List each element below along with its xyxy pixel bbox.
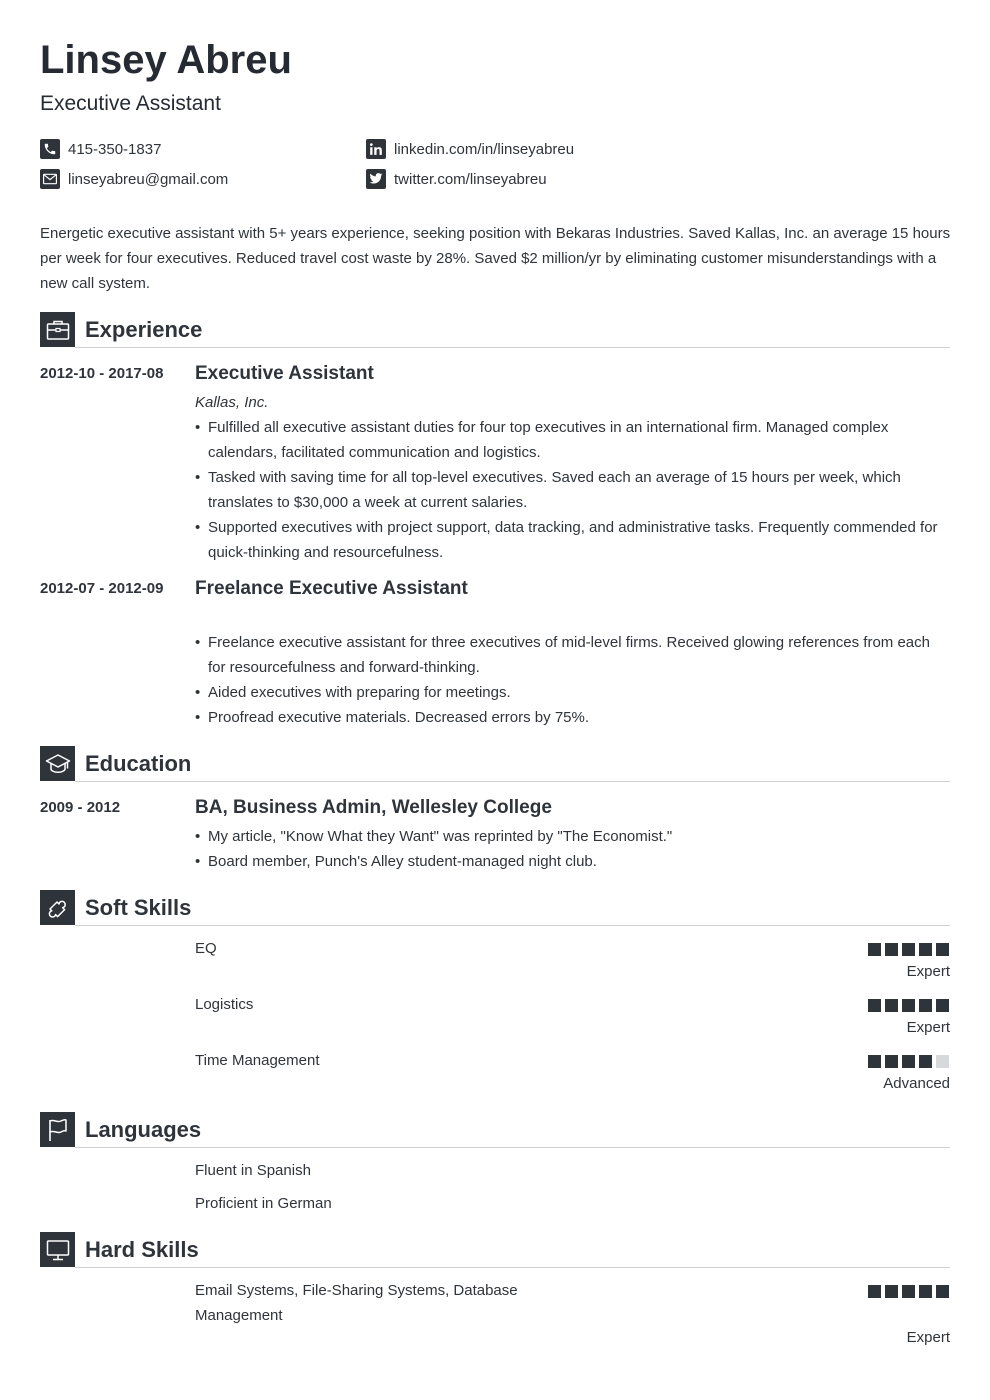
contact-phone[interactable]	[40, 139, 161, 159]
list-item: • Proofread executive materials. Decreased errors by 75%.	[195, 705, 945, 730]
rating-square-filled	[902, 943, 915, 956]
contact-email-text: linseyabreu@gmail.com	[68, 170, 229, 188]
hard-skill-1-name-line2: Management	[195, 1307, 283, 1324]
section-divider	[75, 1267, 950, 1268]
rating-square-filled	[902, 1285, 915, 1298]
section-soft-skills	[40, 890, 950, 926]
job-1-title: Executive Assistant	[195, 363, 374, 384]
section-languages	[40, 1112, 950, 1148]
rating-square-filled	[885, 1285, 898, 1298]
rating-square-filled	[919, 999, 932, 1012]
candidate-name: Linsey Abreu	[40, 38, 292, 82]
job-1-bullets	[195, 415, 945, 565]
soft-skill-1-level: Expert	[906, 963, 950, 980]
list-item: • My article, "Know What they Want" was reprinted by "The Economist."	[195, 824, 945, 849]
section-divider	[75, 1147, 950, 1148]
rating-square-filled	[936, 999, 949, 1012]
section-divider	[75, 347, 950, 348]
section-title-education: Education	[85, 751, 192, 776]
contact-twitter-text: twitter.com/linseyabreu	[394, 170, 547, 188]
section-experience	[40, 312, 950, 348]
job-2-bullets	[195, 630, 945, 730]
linkedin-icon	[366, 139, 386, 159]
rating-square-filled	[936, 1285, 949, 1298]
soft-skill-2-name: Logistics	[195, 996, 254, 1013]
section-title-soft-skills: Soft Skills	[85, 895, 192, 920]
summary-paragraph: Energetic executive assistant with 5+ years experience, seeking position with Bekaras Industries. Saved Kallas, Inc. an average 15 hours per week for four executives. Reduced travel cost waste by 28%. Saved $2 million/yr by eliminating customer misunderstandings with a new call system.	[40, 225, 951, 292]
section-title-experience: Experience	[85, 317, 203, 342]
rating-square-filled	[868, 999, 881, 1012]
list-item: • Tasked with saving time for all top-level executives. Saved each an average of 15 hours per week, which translates to $30,000 a week at current salaries.	[195, 465, 945, 515]
rating-square-filled	[919, 1285, 932, 1298]
section-title-languages: Languages	[85, 1117, 202, 1142]
rating-square-filled	[868, 1055, 881, 1068]
skill-rating	[868, 943, 949, 956]
language-1: Fluent in Spanish	[195, 1162, 311, 1179]
rating-square-filled	[936, 943, 949, 956]
list-item: • Freelance executive assistant for three executives of mid-level firms. Received glowing references from each for resourcefulness and forward-thinking.	[195, 630, 945, 680]
rating-square-filled	[919, 943, 932, 956]
monitor-icon	[40, 1232, 75, 1267]
hard-skill-1-name-line1: Email Systems, File-Sharing Systems, Database	[195, 1282, 518, 1299]
skill-rating	[868, 1055, 949, 1068]
edu-1-title: BA, Business Admin, Wellesley College	[195, 797, 552, 818]
flag-icon	[40, 1112, 75, 1147]
section-title-hard-skills: Hard Skills	[85, 1237, 199, 1262]
skill-rating	[868, 999, 949, 1012]
puzzle-piece-icon	[40, 890, 75, 925]
skill-rating	[868, 1285, 949, 1298]
contact-email[interactable]	[40, 169, 228, 189]
section-divider	[75, 781, 950, 782]
rating-square-filled	[919, 1055, 932, 1068]
hard-skill-1-level: Expert	[906, 1329, 950, 1346]
job-1-dates: 2012-10 - 2017-08	[40, 365, 164, 382]
soft-skill-3-level: Advanced	[883, 1075, 950, 1092]
rating-square-empty	[936, 1055, 949, 1068]
language-2: Proficient in German	[195, 1195, 332, 1212]
edu-1-dates: 2009 - 2012	[40, 799, 121, 816]
list-item: • Supported executives with project support, data tracking, and administrative tasks. Frequently commended for quick-thinking and resourcefulness.	[195, 515, 945, 565]
graduation-cap-icon	[40, 746, 75, 781]
rating-square-filled	[885, 1055, 898, 1068]
job-2-title: Freelance Executive Assistant	[195, 578, 468, 599]
rating-square-filled	[902, 1055, 915, 1068]
soft-skill-2-level: Expert	[906, 1019, 950, 1036]
rating-square-filled	[868, 943, 881, 956]
rating-square-filled	[902, 999, 915, 1012]
contact-twitter[interactable]	[366, 169, 547, 189]
list-item: • Aided executives with preparing for meetings.	[195, 680, 945, 705]
phone-icon	[40, 139, 60, 159]
list-item: • Fulfilled all executive assistant duties for four top executives in an international firm. Managed complex calendars, facilitated communication and logistics.	[195, 415, 945, 465]
envelope-icon	[40, 169, 60, 189]
rating-square-filled	[885, 999, 898, 1012]
soft-skill-3-name: Time Management	[195, 1052, 320, 1069]
contact-phone-text: 415-350-1837	[68, 140, 162, 158]
twitter-icon	[366, 169, 386, 189]
section-divider	[75, 925, 950, 926]
section-hard-skills	[40, 1232, 950, 1268]
contact-linkedin[interactable]	[366, 139, 574, 159]
briefcase-icon	[40, 312, 75, 347]
contact-linkedin-text: linkedin.com/in/linseyabreu	[394, 140, 575, 158]
job-2-dates: 2012-07 - 2012-09	[40, 580, 164, 597]
edu-1-bullets	[195, 824, 945, 874]
section-education	[40, 746, 950, 782]
rating-square-filled	[868, 1285, 881, 1298]
job-1-company: Kallas, Inc.	[195, 394, 269, 411]
rating-square-filled	[885, 943, 898, 956]
candidate-headline: Executive Assistant	[40, 92, 221, 115]
soft-skill-1-name: EQ	[195, 940, 217, 957]
list-item: • Board member, Punch's Alley student-managed night club.	[195, 849, 945, 874]
